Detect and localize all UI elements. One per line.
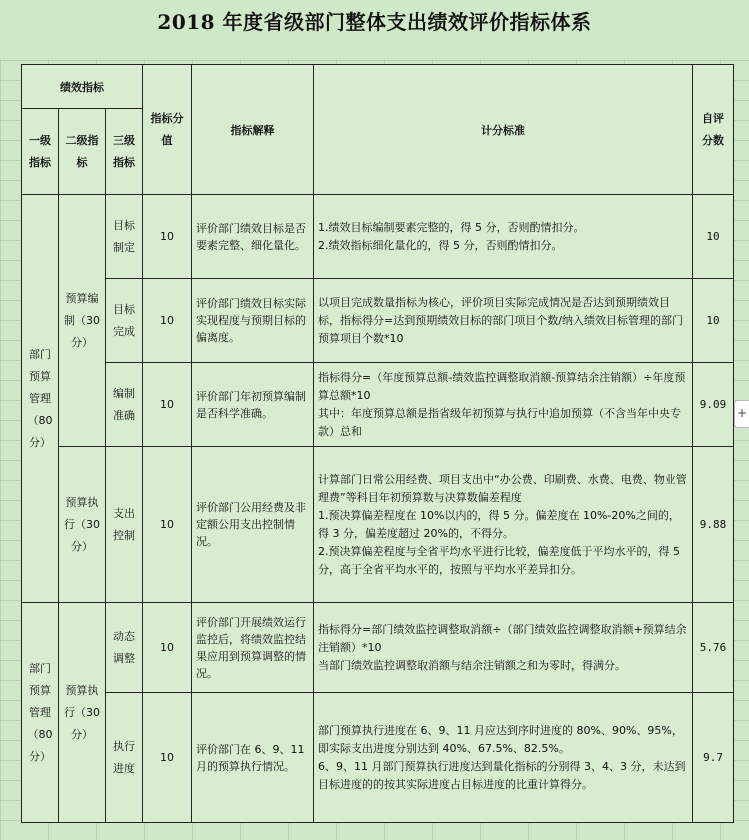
header-rule: 计分标准 (314, 65, 693, 195)
weight-cell: 10 (143, 279, 192, 363)
explain-cell: 评价部门年初预算编制是否科学准确。 (192, 363, 314, 447)
header-explain: 指标解释 (192, 65, 314, 195)
rule-cell (314, 693, 693, 823)
weight-cell: 10 (143, 195, 192, 279)
explain-cell: 评价部门公用经费及非定额公用支出控制情况。 (192, 447, 314, 603)
table-row (22, 603, 734, 693)
level3-cell: 动态调整 (106, 603, 143, 693)
rule-line: 以项目完成数量指标为核心，评价项目实际完成情况是否达到预期绩效目标，指标得分=达到预期绩效目标的部门项目个数/纳入绩效目标管理的部门预算项目个数*10 (318, 295, 683, 345)
explain-cell: 评价部门在 6、9、11 月的预算执行情况。 (192, 693, 314, 823)
table-row (22, 693, 734, 823)
explain-cell: 评价部门绩效目标是否要素完整、细化量化。 (192, 195, 314, 279)
table-row (22, 195, 734, 279)
table-row (22, 447, 734, 603)
rule-line: 当部门绩效监控调整取消额与结余注销额之和为零时，得满分。 (318, 658, 627, 672)
header-self-score: 自评分数 (693, 65, 734, 195)
score-cell: 9.09 (693, 363, 734, 447)
weight-cell: 10 (143, 447, 192, 603)
weight-cell: 10 (143, 363, 192, 447)
score-cell: 10 (693, 195, 734, 279)
header-row-1 (22, 65, 734, 109)
level3-cell: 目标制定 (106, 195, 143, 279)
table-row (22, 363, 734, 447)
level2-cell: 预算执行（30 分） (59, 447, 106, 603)
level1-cell: 部门预算管理（80 分） (22, 603, 59, 823)
rule-cell (314, 447, 693, 603)
title-band (0, 0, 749, 60)
table-row (22, 279, 734, 363)
score-cell: 9.7 (693, 693, 734, 823)
rule-line: 6、9、11 月部门预算执行进度达到量化指标的分别得 3、4、3 分，未达到目标进度的的按其实际进度占目标进度的比重计算得分。 (318, 759, 686, 791)
level3-cell: 支出控制 (106, 447, 143, 603)
level3-cell: 执行进度 (106, 693, 143, 823)
header-indicator-group: 绩效指标 (22, 65, 143, 109)
explain-cell: 评价部门开展绩效运行监控后，将绩效监控结果应用到预算调整的情况。 (192, 603, 314, 693)
level3-cell: 编制准确 (106, 363, 143, 447)
weight-cell: 10 (143, 603, 192, 693)
level3-cell: 目标完成 (106, 279, 143, 363)
level1-cell: 部门预算管理（80 分） (22, 195, 59, 603)
level2-cell: 预算执行（30 分） (59, 603, 106, 823)
rule-line: 1.绩效目标编制要素完整的，得 5 分，否则酌情扣分。 (318, 220, 585, 234)
rule-line: 计算部门日常公用经费、项目支出中“办公费、印刷费、水费、电费、物业管理费”等科目年初预算数与决算数偏差程度 (318, 472, 687, 504)
header-level3: 三级指标 (106, 109, 143, 195)
rule-line: 2.预决算偏差程度与全省平均水平进行比较，偏差度低于平均水平的，得 5 分，高于全省平均水平的，按照与平均水平差异扣分。 (318, 544, 681, 576)
rule-cell (314, 603, 693, 693)
rule-cell (314, 195, 693, 279)
header-level2: 二级指标 (59, 109, 106, 195)
rule-cell (314, 279, 693, 363)
rule-line: 1.预决算偏差程度在 10%以内的，得 5 分。偏差度在 10%-20%之间的，得 3 分，偏差度超过 20%的，不得分。 (318, 508, 680, 540)
rule-line: 指标得分=（年度预算总额-绩效监控调整取消额-预算结余注销额）÷年度预算总额*10 (318, 370, 686, 402)
plus-icon[interactable]: + (734, 400, 749, 428)
level2-cell: 预算编制（30 分） (59, 195, 106, 447)
header-level1: 一级指标 (22, 109, 59, 195)
rule-line: 2.绩效指标细化量化的，得 5 分，否则酌情扣分。 (318, 238, 563, 252)
score-cell: 9.88 (693, 447, 734, 603)
header-weight: 指标分值 (143, 65, 192, 195)
weight-cell: 10 (143, 693, 192, 823)
rule-cell (314, 363, 693, 447)
indicator-table (21, 64, 734, 823)
rule-line: 其中：年度预算总额是指省级年初预算与执行中追加预算（不含当年中央专款）总和 (318, 406, 682, 438)
score-cell: 5.76 (693, 603, 734, 693)
score-cell: 10 (693, 279, 734, 363)
page-title: 2018 年度省级部门整体支出绩效评价指标体系 (157, 10, 592, 34)
explain-cell: 评价部门绩效目标实际实现程度与预期目标的偏离度。 (192, 279, 314, 363)
rule-line: 部门预算执行进度在 6、9、11 月应达到序时进度的 80%、90%、95%，即实际支出进度分别达到 40%、67.5%、82.5%。 (318, 723, 683, 755)
rule-line: 指标得分=部门绩效监控调整取消额÷（部门绩效监控调整取消额+预算结余注销额）*10 (318, 622, 687, 654)
